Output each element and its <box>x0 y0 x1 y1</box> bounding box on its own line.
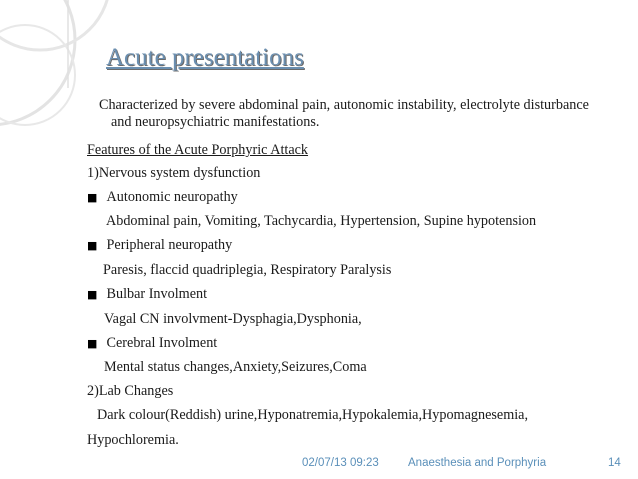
footer-page-number: 14 <box>608 457 621 469</box>
bullet-detail: Mental status changes,Anxiety,Seizures,Coma <box>104 359 367 375</box>
bullet-detail: Abdominal pain, Vomiting, Tachycardia, Hypertension, Supine hypotension <box>106 213 537 229</box>
bullet-label: Bulbar Involment <box>106 286 208 302</box>
bullet-autonomic <box>87 189 238 206</box>
bullet-icon: ■ <box>87 239 98 252</box>
bullet-bulbar <box>87 286 207 303</box>
bullet-icon: ■ <box>87 337 98 350</box>
section-lab-changes: 2)Lab Changes <box>87 383 174 399</box>
bullet-peripheral <box>87 237 232 254</box>
bullet-icon: ■ <box>87 191 98 204</box>
intro-paragraph <box>87 97 632 131</box>
bullet-label: Autonomic neuropathy <box>106 189 238 205</box>
lab-details-line2: Hypochloremia. <box>87 432 179 448</box>
bullet-label: Cerebral Involment <box>106 335 218 351</box>
bullet-detail: Paresis, flaccid quadriplegia, Respiratory Paralysis <box>103 262 392 278</box>
footer-topic: Anaesthesia and Porphyria <box>408 457 547 469</box>
footer-date: 02/07/13 09:23 <box>302 457 379 469</box>
bullet-icon: ■ <box>87 288 98 301</box>
section-nervous-system: 1)Nervous system dysfunction <box>87 165 261 181</box>
lab-details-line1: Dark colour(Reddish) urine,Hyponatremia,Hypokalemia,Hypomagnesemia, <box>97 407 529 423</box>
bullet-detail: Vagal CN involvment-Dysphagia,Dysphonia, <box>104 311 362 327</box>
features-heading: Features of the Acute Porphyric Attack <box>87 142 309 158</box>
intro-text: Characterized by severe abdominal pain, autonomic instability, electrolyte disturbance and neuropsychiatric manifestations. <box>99 97 589 130</box>
bullet-cerebral <box>87 335 217 352</box>
bullet-label: Peripheral neuropathy <box>106 237 233 253</box>
slide-title: Acute presentations <box>106 44 304 71</box>
